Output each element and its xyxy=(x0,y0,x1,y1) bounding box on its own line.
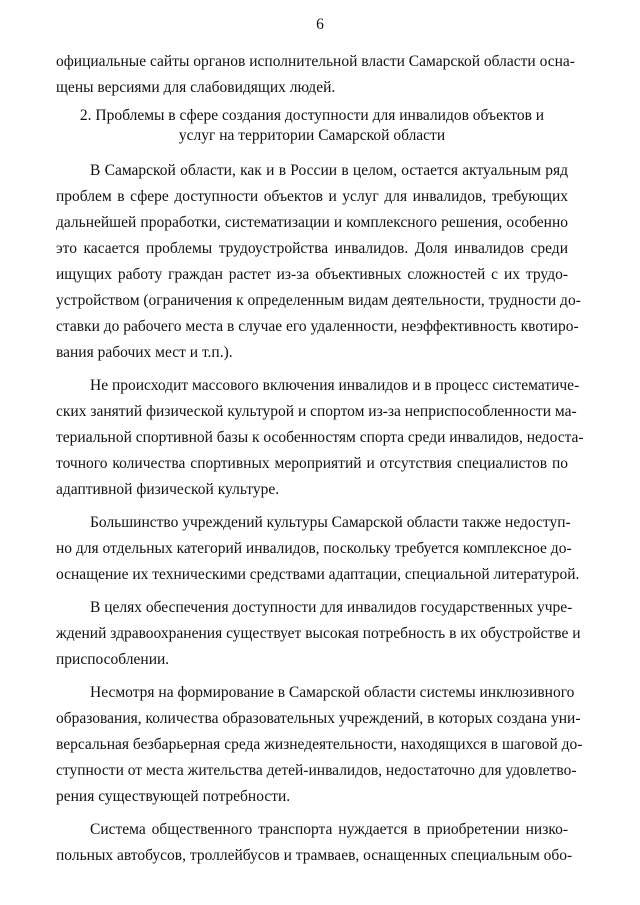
paragraph-line: но для отдельных категорий инвалидов, поскольку требуется комплексное до- xyxy=(56,540,572,557)
paragraph-line: адаптивной физической культуре. xyxy=(56,481,280,498)
paragraph-line: ждений здравоохранения существует высокая потребность в их обустройстве и xyxy=(56,625,581,642)
paragraph-line: приспособлении. xyxy=(56,651,170,668)
paragraph-line: вания рабочих мест и т.п.). xyxy=(56,344,233,361)
paragraph-line: Система общественного транспорта нуждается в приобретении низко- xyxy=(90,821,568,838)
paragraph-line: польных автобусов, троллейбусов и трамваев, оснащенных специальным обо- xyxy=(56,847,573,864)
paragraph-line: териальной спортивной базы к особенностям спорта среди инвалидов, недоста- xyxy=(56,429,584,446)
paragraph-line: ступности от места жительства детей-инвалидов, недостаточно для удовлетво- xyxy=(56,762,577,779)
paragraph-line: Большинство учреждений культуры Самарской области также недоступ- xyxy=(90,514,571,531)
intro-line: официальные сайты органов исполнительной власти Самарской области осна- xyxy=(56,53,575,70)
paragraph-line: оснащение их техническими средствами адаптации, специальной литературой. xyxy=(56,566,580,583)
paragraph-line: ищущих работу граждан растет из-за объективных сложностей с их трудо- xyxy=(56,266,568,283)
paragraph-line: ставки до рабочего места в случае его удаленности, неэффективность квотиро- xyxy=(56,318,579,335)
section-heading-line: услуг на территории Самарской области xyxy=(178,127,446,144)
paragraph-line: ских занятий физической культурой и спортом из-за неприспособленности ма- xyxy=(56,403,577,420)
paragraph-line: В Самарской области, как и в России в целом, остается актуальным ряд xyxy=(90,162,568,179)
paragraph-line: В целях обеспечения доступности для инвалидов государственных учре- xyxy=(90,599,573,616)
paragraph-line: дальнейшей проработки, систематизации и комплексного решения, особенно xyxy=(56,214,568,231)
intro-line: щены версиями для слабовидящих людей. xyxy=(56,79,336,96)
paragraph-line: точного количества спортивных мероприятий и отсутствия специалистов по xyxy=(56,455,568,472)
paragraph-line: версальная безбарьерная среда жизнедеятельности, находящихся в шаговой до- xyxy=(56,736,583,753)
page-number: 6 xyxy=(316,16,324,33)
paragraph-line: рения существующей потребности. xyxy=(56,788,291,805)
paragraph-line: образования, количества образовательных учреждений, в которых создана уни- xyxy=(56,710,581,727)
section-heading-line: 2. Проблемы в сфере создания доступности для инвалидов объектов и xyxy=(79,107,545,124)
paragraph-line: Несмотря на формирование в Самарской области системы инклюзивного xyxy=(90,684,575,701)
paragraph-line: Не происходит массового включения инвалидов и в процесс систематиче- xyxy=(90,377,580,394)
paragraph-line: устройством (ограничения к определенным видам деятельности, трудности до- xyxy=(56,292,581,309)
paragraph-line: проблем в сфере доступности объектов и услуг для инвалидов, требующих xyxy=(56,188,568,205)
paragraph-line: это касается проблемы трудоустройства инвалидов. Доля инвалидов среди xyxy=(56,240,568,257)
